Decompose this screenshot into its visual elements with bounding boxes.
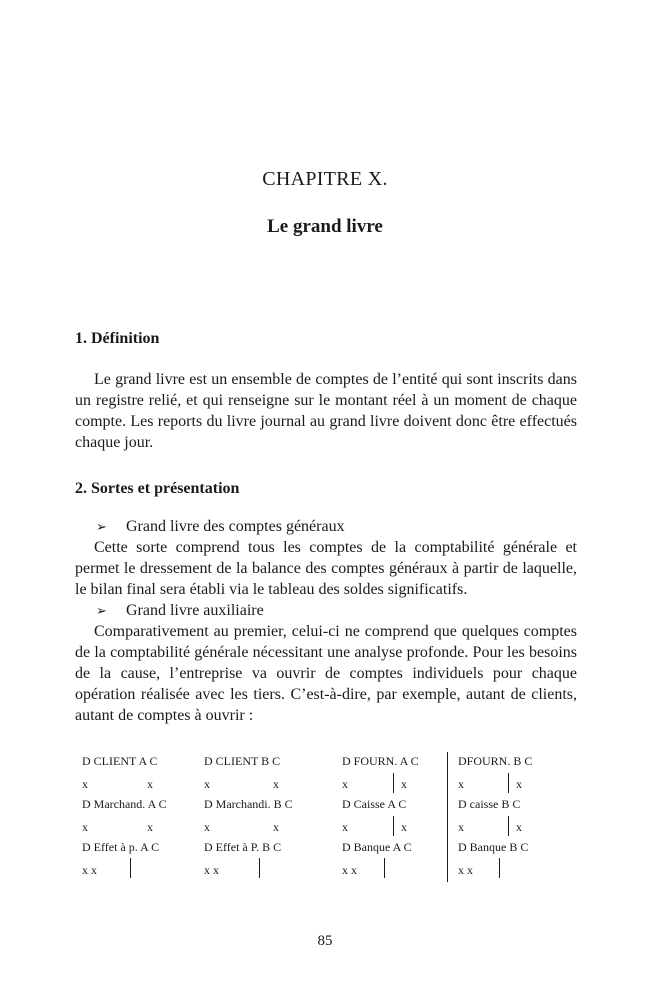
arrow-bullet-icon: ➢ xyxy=(96,520,107,535)
credit-mark: x xyxy=(273,777,279,791)
t-account-bar xyxy=(130,858,131,878)
t-account-bar xyxy=(499,858,500,878)
account-label: D caisse B C xyxy=(458,797,521,811)
debit-mark: x xyxy=(82,777,88,791)
debit-mark: x x xyxy=(204,863,219,877)
account-label: D Banque A C xyxy=(342,840,412,854)
t-account-bar xyxy=(508,816,509,836)
debit-mark: x xyxy=(458,777,464,791)
t-account-bar xyxy=(259,858,260,878)
t-account-bar xyxy=(393,816,394,836)
t-account-bar xyxy=(508,773,509,793)
debit-mark: x x xyxy=(82,863,97,877)
account-label: D CLIENT B C xyxy=(204,754,281,768)
credit-mark: x xyxy=(273,820,279,834)
paragraph-definition-text: Le grand livre est un ensemble de comptes de l’entité qui sont inscrits dans un registre relié, et qui renseigne sur le montant réel à un moment de chaque compte. Les reports du livre journal au grand livre doivent donc être effectués chaque jour. xyxy=(75,371,577,451)
account-label: D FOURN. A C xyxy=(342,754,419,768)
credit-mark: x xyxy=(516,820,522,834)
credit-mark: x xyxy=(401,820,407,834)
bullet-label: Grand livre des comptes généraux xyxy=(126,518,345,535)
credit-mark: x xyxy=(147,820,153,834)
ledger-column-divider xyxy=(447,752,448,882)
credit-mark: x xyxy=(401,777,407,791)
bullet-label: Grand livre auxiliaire xyxy=(126,602,264,619)
debit-mark: x xyxy=(458,820,464,834)
debit-mark: x x xyxy=(458,863,473,877)
paragraph-auxiliaire-text: Comparativement au premier, celui-ci ne comprend que quelques comptes de la comptabilité générale nécessitant une analyse profonde. Pour les besoins de la cause, l’entreprise va ouvrir de comptes individuels pour chaque opération réalisée avec les tiers. C’est-à-dire, par exemple, autant de clients, autant de comptes à ouvrir : xyxy=(75,623,577,724)
debit-mark: x xyxy=(342,777,348,791)
credit-mark: x xyxy=(516,777,522,791)
account-label: D Marchandi. B C xyxy=(204,797,293,811)
t-account-bar xyxy=(384,858,385,878)
section-heading-sortes: 2. Sortes et présentation xyxy=(75,480,240,497)
debit-mark: x x xyxy=(342,863,357,877)
debit-mark: x xyxy=(82,820,88,834)
account-label: D Caisse A C xyxy=(342,797,407,811)
debit-mark: x xyxy=(204,777,210,791)
debit-mark: x xyxy=(342,820,348,834)
chapter-title: CHAPITRE X. xyxy=(262,168,388,190)
account-label: D CLIENT A C xyxy=(82,754,158,768)
credit-mark: x xyxy=(147,777,153,791)
page-number: 85 xyxy=(317,933,333,949)
account-label: DFOURN. B C xyxy=(458,754,533,768)
arrow-bullet-icon: ➢ xyxy=(96,604,107,619)
account-label: D Effet à p. A C xyxy=(82,840,160,854)
t-account-bar xyxy=(393,773,394,793)
account-label: D Banque B C xyxy=(458,840,529,854)
section-heading-definition: 1. Définition xyxy=(75,330,160,347)
debit-mark: x xyxy=(204,820,210,834)
account-label: D Marchand. A C xyxy=(82,797,167,811)
chapter-subtitle: Le grand livre xyxy=(267,216,383,237)
paragraph-general-text: Cette sorte comprend tous les comptes de la comptabilité générale et permet le dressement de la balance des comptes généraux à partir de laquelle, le bilan final sera établi via le tableau des soldes significatifs. xyxy=(75,539,577,598)
account-label: D Effet à P. B C xyxy=(204,840,282,854)
